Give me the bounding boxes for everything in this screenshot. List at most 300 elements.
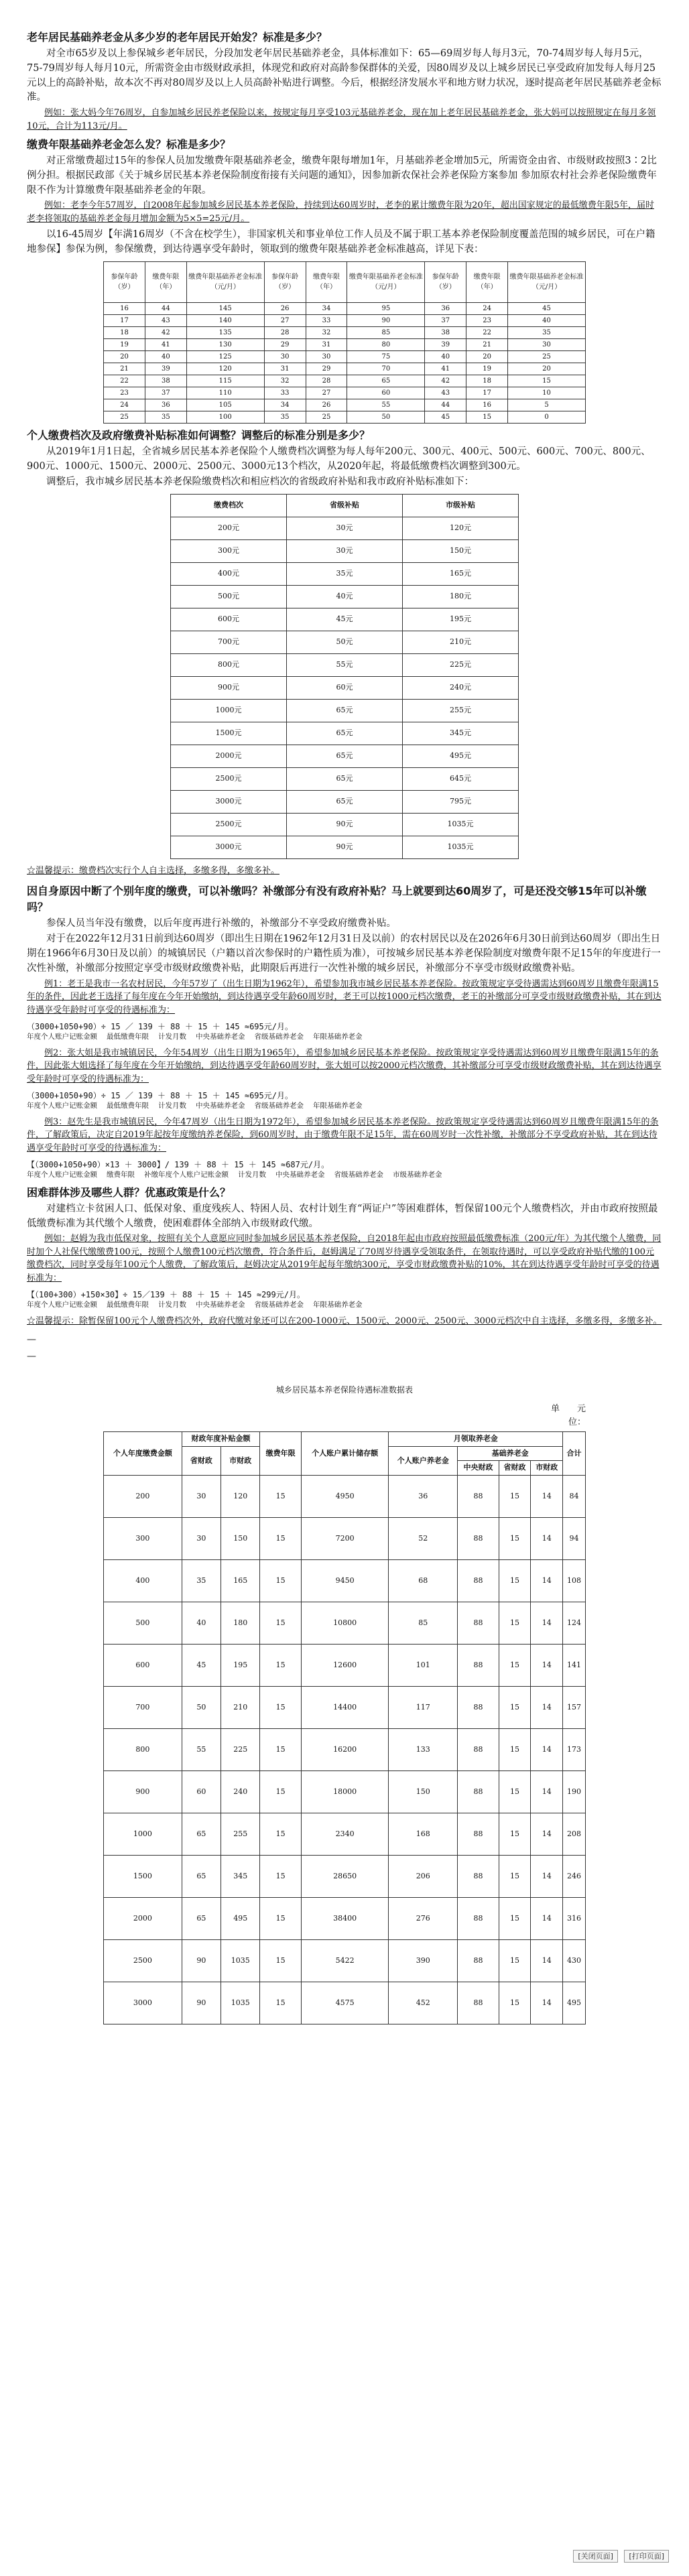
table-cell: 3000元 [171, 791, 287, 814]
table-cell: 22 [466, 326, 508, 338]
column-header: 财政年度补贴金额 [182, 1432, 260, 1447]
table-cell: 21 [466, 338, 508, 350]
table-cell: 495 [221, 1897, 260, 1939]
column-header: 个人年度缴费金额 [104, 1432, 182, 1476]
formula-label: 年限基础养老金 [313, 1301, 363, 1309]
table-cell: 15 [260, 1559, 301, 1602]
column-header: 参保年龄（岁） [104, 261, 145, 302]
table-cell: 28 [306, 375, 347, 387]
table-cell: 141 [563, 1644, 586, 1686]
formula-label: 省级基础养老金 [254, 1102, 304, 1110]
table-cell: 17 [104, 314, 145, 326]
table-cell: 35 [145, 411, 186, 423]
table-cell: 25 [508, 350, 586, 363]
table-cell: 90元 [287, 836, 403, 859]
table-cell: 15 [499, 1686, 531, 1728]
formula-label: 计发月数 [158, 1033, 186, 1041]
table-cell: 15 [499, 1855, 531, 1897]
table-cell: 55 [347, 399, 425, 411]
table-cell: 168 [389, 1813, 458, 1855]
table-cell: 16 [104, 302, 145, 314]
formula-label: 补缴年度个人账户记账金额 [144, 1171, 229, 1179]
table-cell: 45 [508, 302, 586, 314]
table-cell: 88 [458, 1982, 499, 2024]
table-cell: 2340 [301, 1813, 388, 1855]
column-header: 缴费年限（年） [145, 261, 186, 302]
table-cell: 600元 [171, 608, 287, 631]
table-cell: 5 [508, 399, 586, 411]
table-cell: 800元 [171, 654, 287, 677]
table-cell: 700元 [171, 631, 287, 654]
table-row [171, 768, 519, 791]
table-cell: 50 [347, 411, 425, 423]
table-cell: 88 [458, 1855, 499, 1897]
table-row [104, 1644, 586, 1686]
table-cell: 65 [182, 1897, 221, 1939]
formula-label: 省级基础养老金 [334, 1171, 383, 1179]
table-cell: 30 [182, 1517, 221, 1559]
column-header: 缴费档次 [171, 495, 287, 517]
table-cell: 390 [389, 1939, 458, 1982]
table-cell: 24 [104, 399, 145, 411]
table-row [171, 722, 519, 745]
table-cell: 14 [531, 1644, 563, 1686]
tip-text: ☆温馨提示：除暂保留100元个人缴费档次外，政府代缴对象还可以在200-1000元、1500元、2000元、2500元、3000元档次中自主选择，多缴多得，多缴多补。 [27, 1315, 662, 1326]
table-cell: 23 [466, 314, 508, 326]
formula-label: 中央基础养老金 [196, 1301, 245, 1309]
table-cell: 240 [221, 1770, 260, 1813]
table-cell: 430 [563, 1939, 586, 1982]
table-row [171, 540, 519, 563]
column-header: 缴费年限 [260, 1432, 301, 1476]
table-cell: 1035元 [403, 836, 519, 859]
table-cell: 27 [264, 314, 306, 326]
table-cell: 700 [104, 1686, 182, 1728]
table-cell: 85 [389, 1602, 458, 1644]
formula: （3000+1050+90）÷ 15 ／ 139 ＋ 88 ＋ 15 ＋ 145 ≈695元/月。 [27, 1022, 293, 1031]
table-cell: 31 [264, 363, 306, 375]
table-cell: 14 [531, 1855, 563, 1897]
table-cell: 38 [425, 326, 466, 338]
formula-labels [27, 1171, 662, 1179]
table-cell: 34 [264, 399, 306, 411]
table-cell: 130 [186, 338, 264, 350]
table-cell: 88 [458, 1644, 499, 1686]
table-cell: 15 [260, 1897, 301, 1939]
table-cell: 15 [260, 1686, 301, 1728]
formula-label: 市级基础养老金 [393, 1171, 442, 1179]
table-cell: 14 [531, 1517, 563, 1559]
table-cell: 1500元 [171, 722, 287, 745]
example-text: 例3：赵先生是我市城镇居民，今年47周岁（出生日期为1972年），希望参加城乡居民基本养老保险。按政策规定享受待遇需达到60周岁且缴费年限满15年的条件，了解政策后，决定自2019年起按年度缴纳养老保险，到60周岁时，由于缴费年限不足15年，需在60周岁时一次性补缴，补缴部分不享受政府补贴，其在到达待遇享受年龄时可享受的待遇标准为： [27, 1116, 659, 1153]
table-cell: 195 [221, 1644, 260, 1686]
table-cell: 3000 [104, 1982, 182, 2024]
table-cell: 15 [466, 411, 508, 423]
formula-label: 最低缴费年限 [107, 1301, 149, 1309]
table-cell: 15 [499, 1517, 531, 1559]
table-cell: 150元 [403, 540, 519, 563]
table-cell: 200 [104, 1475, 182, 1517]
table-cell: 800 [104, 1728, 182, 1770]
table-cell: 15 [260, 1644, 301, 1686]
table-cell: 12600 [301, 1644, 388, 1686]
table-cell: 300 [104, 1517, 182, 1559]
paragraph: 以16-45周岁【年满16周岁（不含在校学生），非国家机关和事业单位工作人员及不属于职工基本养老保险制度覆盖范围的城乡居民，可在户籍地参保】参保为例，参保缴费，到达待遇享受年龄时，领取到的缴费年限基础养老金标准越高，详见下表： [27, 229, 655, 255]
table-cell: 15 [260, 1517, 301, 1559]
table-cell: 25 [104, 411, 145, 423]
table-cell: 180 [221, 1602, 260, 1644]
table-cell: 225 [221, 1728, 260, 1770]
table-row [171, 836, 519, 859]
table-cell: 55元 [287, 654, 403, 677]
column-header: 市级补贴 [403, 495, 519, 517]
table-cell: 88 [458, 1897, 499, 1939]
print-page-button[interactable]: [打印页面] [624, 2550, 669, 2563]
table-cell: 276 [389, 1897, 458, 1939]
question-heading: 困难群体涉及哪些人群？优惠政策是什么？ [27, 1185, 231, 1199]
table-cell: 65 [347, 375, 425, 387]
table-cell: 90 [182, 1982, 221, 2024]
table-cell: 140 [186, 314, 264, 326]
table-row [171, 700, 519, 722]
table-cell: 70 [347, 363, 425, 375]
column-header: 基础养老金 [458, 1446, 563, 1461]
column-header: 省财政 [499, 1461, 531, 1476]
table-cell: 240元 [403, 677, 519, 700]
table-cell: 20 [104, 350, 145, 363]
table-cell: 30 [508, 338, 586, 350]
table-cell: 35 [182, 1559, 221, 1602]
table-cell: 190 [563, 1770, 586, 1813]
table-cell: 15 [260, 1939, 301, 1982]
table-cell: 120 [221, 1475, 260, 1517]
table-row [104, 1475, 586, 1517]
table-cell: 45 [425, 411, 466, 423]
table-cell: 88 [458, 1770, 499, 1813]
table-row [104, 387, 586, 399]
separator-dash: — [27, 1351, 36, 1362]
table-row [171, 677, 519, 700]
table-cell: 18 [466, 375, 508, 387]
table-cell: 1035 [221, 1939, 260, 1982]
table-cell: 40 [145, 350, 186, 363]
table-cell: 124 [563, 1602, 586, 1644]
formula-label: 缴费年限 [107, 1171, 135, 1179]
formula-label: 年度个人账户记账金额 [27, 1033, 97, 1041]
table-cell: 2000元 [171, 745, 287, 768]
table-cell: 40 [508, 314, 586, 326]
example-text: 例如：张大妈今年76周岁，自参加城乡居民养老保险以来，按规定每月享受103元基础养老金，现在加上老年居民基础养老金，张大妈可以按照规定在每月多领10元，合计为113元/月。 [27, 108, 656, 131]
table-row [171, 517, 519, 540]
table-row [104, 1770, 586, 1813]
table-cell: 39 [425, 338, 466, 350]
table-cell: 900 [104, 1770, 182, 1813]
table-cell: 15 [499, 1813, 531, 1855]
table-cell: 24 [466, 302, 508, 314]
table-cell: 110 [186, 387, 264, 399]
paragraph: 对于在2022年12月31日前到达60周岁（即出生日期在1962年12月31日及以前）的农村居民以及在2026年6月30日前到达60周岁（即出生日期在1966年6月30日及以前）的城镇居民（户籍以首次参保时的户籍性质为准），可按城乡居民基本养老保险制度对缴费年限不足15年的年度进行一次性补缴，补缴部分按照定享受市级财政缴费补贴，此期限后再进行一次性补缴的城乡居民，补缴部分不享受市级财政缴费补贴。 [27, 933, 661, 974]
table-row [171, 563, 519, 586]
table-cell: 150 [221, 1517, 260, 1559]
table-row [104, 411, 586, 423]
example-text: 例如：赵姆为我市低保对象，按照有关个人意愿应同时参加城乡居民基本养老保险，自2018年起由市政府按照最低缴费标准（200元/年）为其代缴个人缴费，同时加个人社保代缴缴费100元，按照个人缴费100元档次缴费，符合条件后，赵姆满足了70周岁待遇享受领取条件，在领取待遇时，可以享受政府补贴代缴的100元缴费档次，同时享受每年100元个人缴费，了解政策后，赵姆决定从2019年起每年缴纳300元，享受市财政缴费补贴的10%，其在到达待遇享受年龄时可享受的待遇标准为： [27, 1234, 662, 1283]
table-cell: 42 [145, 326, 186, 338]
table-cell: 65元 [287, 722, 403, 745]
table-cell: 14 [531, 1939, 563, 1982]
table-cell: 94 [563, 1517, 586, 1559]
table-row [104, 1559, 586, 1602]
column-header: 市财政 [531, 1461, 563, 1476]
table-cell: 15 [499, 1770, 531, 1813]
table-cell: 165 [221, 1559, 260, 1602]
table-cell: 15 [499, 1939, 531, 1982]
table-cell: 14 [531, 1770, 563, 1813]
table-cell: 18 [104, 326, 145, 338]
table-cell: 30元 [287, 540, 403, 563]
column-header: 缴费年限基础养老金标准（元/月） [508, 261, 586, 302]
table-cell: 15 [260, 1728, 301, 1770]
table-cell: 157 [563, 1686, 586, 1728]
table-cell: 26 [264, 302, 306, 314]
table-cell: 2500元 [171, 814, 287, 836]
table-cell: 45 [182, 1644, 221, 1686]
table-cell: 41 [425, 363, 466, 375]
table-cell: 42 [425, 375, 466, 387]
table-cell: 133 [389, 1728, 458, 1770]
table-cell: 25 [306, 411, 347, 423]
table-cell: 16200 [301, 1728, 388, 1770]
table-cell: 65 [182, 1855, 221, 1897]
table-row [104, 363, 586, 375]
table-cell: 15 [499, 1897, 531, 1939]
table-cell: 900元 [171, 677, 287, 700]
table-row [171, 631, 519, 654]
table-cell: 95 [347, 302, 425, 314]
table-cell: 43 [145, 314, 186, 326]
table-cell: 14 [531, 1602, 563, 1644]
table-cell: 31 [306, 338, 347, 350]
table-cell: 105 [186, 399, 264, 411]
table-cell: 65 [182, 1813, 221, 1855]
table-cell: 45元 [287, 608, 403, 631]
contribution-years-table [103, 261, 586, 424]
table-cell: 500元 [171, 586, 287, 608]
table-cell: 39 [145, 363, 186, 375]
formula: （3000+1050+90）÷ 15 ／ 139 ＋ 88 ＋ 15 ＋ 145 ≈695元/月。 [27, 1091, 293, 1101]
table-cell: 90 [347, 314, 425, 326]
table-cell: 30 [306, 350, 347, 363]
table-row [104, 314, 586, 326]
paragraph: 参保人员当年没有缴费，以后年度再进行补缴的，补缴部分不享受政府缴费补贴。 [46, 917, 396, 929]
table-cell: 255 [221, 1813, 260, 1855]
formula: 【（100+300）+150×30】÷ 15／139 ＋ 88 ＋ 15 ＋ 145 ≈299元/月。 [27, 1290, 305, 1300]
column-header: 市财政 [221, 1446, 260, 1475]
formula-label: 中央基础养老金 [196, 1033, 245, 1041]
pension-standard-table [103, 1431, 586, 2024]
table-cell: 14 [531, 1559, 563, 1602]
table-cell: 65元 [287, 768, 403, 791]
table-cell: 145 [186, 302, 264, 314]
table-cell: 1035 [221, 1982, 260, 2024]
table-cell: 14 [531, 1475, 563, 1517]
formula-label: 最低缴费年限 [107, 1033, 149, 1041]
table-cell: 14 [531, 1813, 563, 1855]
table-cell: 55 [182, 1728, 221, 1770]
example-text: 例2：张大姐是我市城镇居民，今年54周岁（出生日期为1965年），希望参加城乡居民基本养老保险。按政策规定享受待遇需达到60周岁且缴费年限满15年的条件，因此张大姐选择了每年度在今年开始缴纳，到达待遇享受年龄60周岁时，张大姐可以按2000元档次缴费，其补缴部分可享受市级财政缴费补贴，其在到达待遇享受年龄时可享受的待遇标准为： [27, 1047, 662, 1084]
table-cell: 1000 [104, 1813, 182, 1855]
table-row [104, 302, 586, 314]
table-cell: 38400 [301, 1897, 388, 1939]
table-cell: 316 [563, 1897, 586, 1939]
formula-label: 计发月数 [158, 1301, 186, 1309]
close-page-button[interactable]: [关闭页面] [573, 2550, 618, 2563]
table-cell: 9450 [301, 1559, 388, 1602]
table-cell: 15 [499, 1602, 531, 1644]
table-cell: 90元 [287, 814, 403, 836]
column-header: 个人账户养老金 [389, 1446, 458, 1475]
table-row [104, 1897, 586, 1939]
table-row [171, 745, 519, 768]
table-cell: 38 [145, 375, 186, 387]
table-cell: 34 [306, 302, 347, 314]
table-cell: 195元 [403, 608, 519, 631]
table-cell: 180元 [403, 586, 519, 608]
table-cell: 37 [425, 314, 466, 326]
table-cell: 15 [260, 1770, 301, 1813]
table-row [171, 791, 519, 814]
table-cell: 15 [499, 1728, 531, 1770]
table-row [104, 399, 586, 411]
column-header: 省财政 [182, 1446, 221, 1475]
table-cell: 225元 [403, 654, 519, 677]
table-row [104, 338, 586, 350]
column-header: 缴费年限基础养老金标准（元/月） [186, 261, 264, 302]
formula-label: 计发月数 [238, 1171, 266, 1179]
column-header: 缴费年限（年） [306, 261, 347, 302]
table-cell: 37 [145, 387, 186, 399]
table-cell: 2500元 [171, 768, 287, 791]
table-cell: 80 [347, 338, 425, 350]
table-cell: 36 [425, 302, 466, 314]
table-cell: 15 [499, 1644, 531, 1686]
table-cell: 400 [104, 1559, 182, 1602]
table-cell: 4950 [301, 1475, 388, 1517]
table-cell: 15 [260, 1855, 301, 1897]
table-row [104, 1855, 586, 1897]
column-header: 省级补贴 [287, 495, 403, 517]
table-cell: 88 [458, 1813, 499, 1855]
question-heading: 缴费年限基础养老金怎么发？标准是多少？ [27, 138, 231, 151]
table-cell: 32 [264, 375, 306, 387]
table-cell: 16 [466, 399, 508, 411]
table-cell: 5422 [301, 1939, 388, 1982]
table-cell: 35 [508, 326, 586, 338]
formula-label: 中央基础养老金 [275, 1171, 325, 1179]
table-cell: 18000 [301, 1770, 388, 1813]
table-row [104, 1602, 586, 1644]
formula-labels [27, 1301, 662, 1309]
table-row [104, 1517, 586, 1559]
table-cell: 135 [186, 326, 264, 338]
paragraph: 从2019年1月1日起，全省城乡居民基本养老保险个人缴费档次调整为每人每年200元、300元、400元、500元、600元、700元、800元、900元、1000元、1500元、2000元、2500元、3000元13个档次，从2020年起，将最低缴费档次调整到300元。 [27, 446, 651, 472]
table-cell: 246 [563, 1855, 586, 1897]
table-row [104, 1728, 586, 1770]
question-heading: 老年居民基础养老金从多少岁的老年居民开始发？标准是多少？ [27, 31, 328, 44]
table-cell: 20 [466, 350, 508, 363]
table-cell: 43 [425, 387, 466, 399]
table-cell: 101 [389, 1644, 458, 1686]
document-content [27, 25, 662, 2024]
table-cell: 495元 [403, 745, 519, 768]
table-cell: 88 [458, 1602, 499, 1644]
table-cell: 600 [104, 1644, 182, 1686]
table-cell: 255元 [403, 700, 519, 722]
column-header: 合计 [563, 1432, 586, 1476]
formula-label: 年度个人账户记账金额 [27, 1301, 97, 1309]
table-cell: 17 [466, 387, 508, 399]
table-cell: 88 [458, 1728, 499, 1770]
column-header: 个人账户累计储存额 [301, 1432, 388, 1476]
table-cell: 125 [186, 350, 264, 363]
question-heading: 个人缴费档次及政府缴费补贴标准如何调整？调整后的标准分别是多少？ [27, 428, 371, 442]
table-cell: 75 [347, 350, 425, 363]
table-cell: 206 [389, 1855, 458, 1897]
table-cell: 65元 [287, 791, 403, 814]
table-cell: 19 [104, 338, 145, 350]
column-header: 缴费年限基础养老金标准（元/月） [347, 261, 425, 302]
example-text: 例1：老王是我市一名农村居民，今年57岁了（出生日期为1962年），希望参加我市城乡居民基本养老保险。按政策规定享受待遇需达到60周岁且缴费年限满15年的条件，因此老王选择了每年度在今年开始缴纳，到达待遇享受年龄60周岁时，老王可以按1000元档次缴费，老王的补缴部分可享受市级财政缴费补贴，其在到达待遇享受年龄时可享受的待遇标准为： [27, 978, 662, 1015]
table-cell: 85 [347, 326, 425, 338]
table-cell: 1035元 [403, 814, 519, 836]
table-cell: 30 [264, 350, 306, 363]
table-row [171, 586, 519, 608]
table-row [104, 1686, 586, 1728]
table-row [104, 375, 586, 387]
formula: 【（3000+1050+90）×13 ＋ 3000】/ 139 ＋ 88 ＋ 15 ＋ 145 ≈687元/月。 [27, 1160, 330, 1170]
table-cell: 60元 [287, 677, 403, 700]
table-cell: 4575 [301, 1982, 388, 2024]
table-cell: 795元 [403, 791, 519, 814]
table-cell: 15 [499, 1475, 531, 1517]
table-cell: 88 [458, 1559, 499, 1602]
table-cell: 645元 [403, 768, 519, 791]
table-cell: 300元 [171, 540, 287, 563]
table-row [104, 1982, 586, 2024]
paragraph: 对全市65岁及以上参保城乡老年居民，分段加发老年居民基础养老金，具体标准如下：65—69周岁每人每月3元，70-74周岁每人每月5元，75-79周岁每人每月10元，所需资金由市级财政承担，体现党和政府对高龄参保群体的关爱，因80周岁及以上城乡居民已享受政府加发每人每月25元以上的高龄补贴，故本次不再对80周岁及以上人员高龄补贴进行调整。今后，根据经济发展水平和地方财力状况，逐时提高老年居民基础养老金标准。 [27, 48, 662, 103]
formula-labels [27, 1102, 662, 1110]
footer-actions [569, 2551, 669, 2561]
table-cell: 3000元 [171, 836, 287, 859]
table-cell: 60 [347, 387, 425, 399]
table-cell: 2000 [104, 1897, 182, 1939]
table-cell: 210元 [403, 631, 519, 654]
table-cell: 29 [264, 338, 306, 350]
table-cell: 345 [221, 1855, 260, 1897]
table-cell: 21 [104, 363, 145, 375]
table-cell: 32 [306, 326, 347, 338]
table-cell: 41 [145, 338, 186, 350]
paragraph: 调整后，我市城乡居民基本养老保险缴费档次和相应档次的省级政府补贴和我市政府补贴标准如下： [46, 476, 474, 488]
table-cell: 10800 [301, 1602, 388, 1644]
table-cell: 26 [306, 399, 347, 411]
table-cell: 28 [264, 326, 306, 338]
table-cell: 120 [186, 363, 264, 375]
table-cell: 108 [563, 1559, 586, 1602]
table-cell: 165元 [403, 563, 519, 586]
paragraph: 对正常缴费超过15年的参保人员加发缴费年限基础养老金，缴费年限每增加1年，月基础养老金增加5元，所需资金由省、市级财政按照3∶2比例分担。根据民政部《关于城乡居民基本养老保险制度衔接有关问题的通知》，因参加新农保社会养老保险方案参加 参加原农村社会养老保险缴费年限不作为计算缴费年限基础养老金的年限。 [27, 155, 657, 196]
table-cell: 15 [260, 1982, 301, 2024]
table-cell: 65元 [287, 700, 403, 722]
